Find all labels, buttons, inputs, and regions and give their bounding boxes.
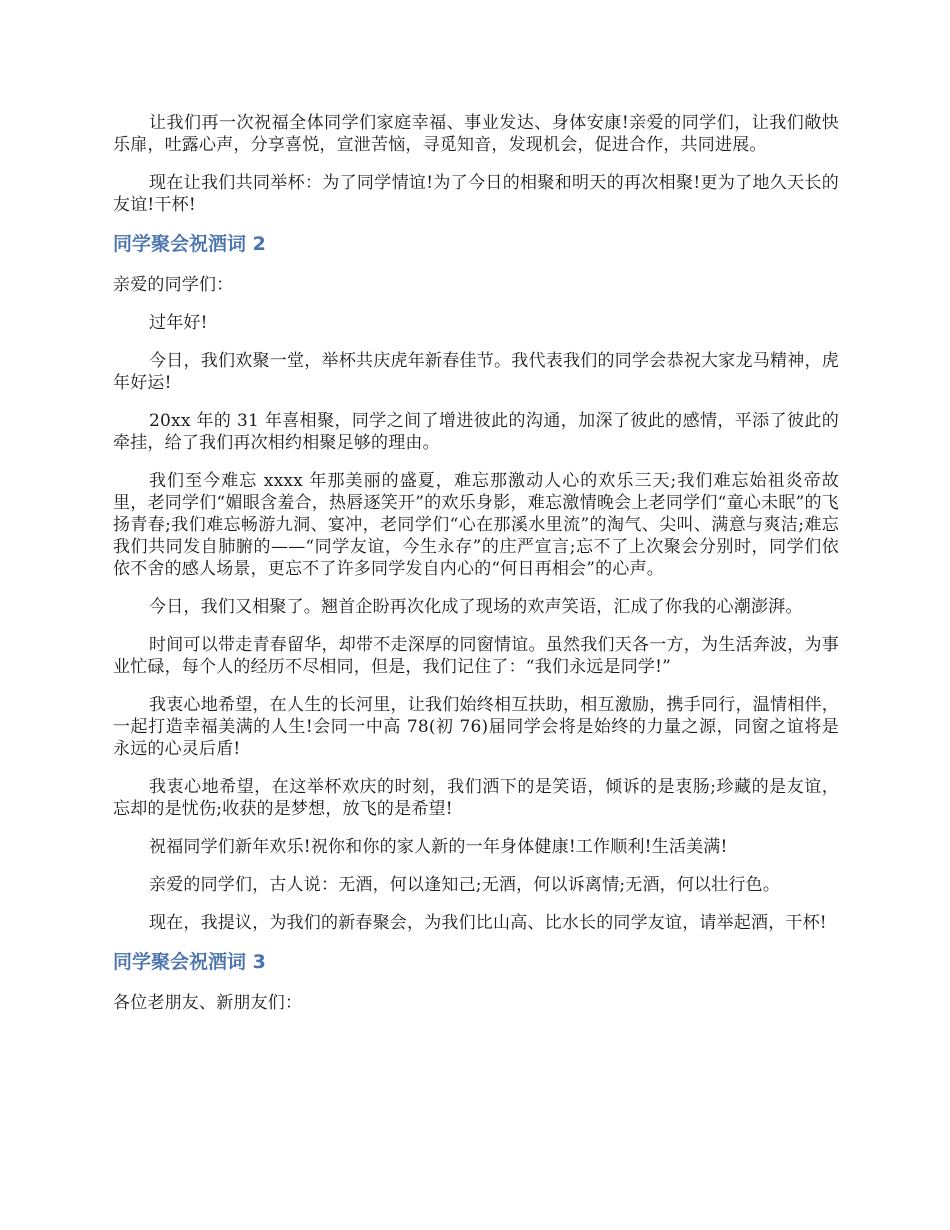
paragraph: 20xx 年的 31 年喜相聚，同学之间了增进彼此的沟通，加深了彼此的感情，平添了彼此的牵挂，给了我们再次相约相聚足够的理由。 [113,411,839,453]
paragraph: 时间可以带走青春留华，却带不走深厚的同窗情谊。虽然我们天各一方，为生活奔波，为事业忙碌，每个人的经历不尽相同，但是，我们记住了：“我们永远是同学!” [113,635,839,677]
paragraph: 我衷心地希望，在这举杯欢庆的时刻，我们洒下的是笑语，倾诉的是衷肠;珍藏的是友谊，忘却的是忧伤;收获的是梦想，放飞的是希望! [113,777,839,819]
paragraph: 现在，我提议，为我们的新春聚会，为我们比山高、比水长的同学友谊，请举起酒，干杯! [149,913,827,933]
paragraph: 我衷心地希望，在人生的长河里，让我们始终相互扶助，相互激励，携手同行，温情相伴，一起打造幸福美满的人生!会同一中高 78(初 76)届同学会将是始终的力量之源，同窗之谊将是永远的心灵后盾! [113,695,839,759]
section-heading: 同学聚会祝酒词 3 [113,951,266,973]
salutation: 各位老朋友、新朋友们： [113,993,303,1013]
document-page [113,112,839,1030]
paragraph: 亲爱的同学们，古人说：无酒，何以逢知己;无酒，何以诉离情;无酒，何以壮行色。 [149,875,781,895]
paragraph: 现在让我们共同举杯：为了同学情谊!为了今日的相聚和明天的再次相聚!更为了地久天长的友谊!干杯! [113,173,839,215]
paragraph: 今日，我们欢聚一堂，举杯共庆虎年新春佳节。我代表我们的同学会恭祝大家龙马精神，虎年好运! [113,351,839,393]
paragraph: 让我们再一次祝福全体同学们家庭幸福、事业发达、身体安康!亲爱的同学们，让我们敞快乐扉，吐露心声，分享喜悦，宣泄苦恼，寻觅知音，发现机会，促进合作，共同进展。 [113,113,839,155]
paragraph: 过年好! [149,313,208,333]
paragraph: 我们至今难忘 xxxx 年那美丽的盛夏，难忘那激动人心的欢乐三天;我们难忘始祖炎帝故里，老同学们“媚眼含羞合，热唇逐笑开”的欢乐身影，难忘激情晚会上老同学们“童心未眠”的飞扬青春;我们难忘畅游九洞、宴冲，老同学们“心在那溪水里流”的淘气、尖叫、满意与爽洁;难忘我们共同发自肺腑的——“同学友谊，今生永存”的庄严宣言;忘不了上次聚会分别时，同学们依依不舍的感人场景，更忘不了许多同学发自内心的“何日再相会”的心声。 [113,471,839,579]
section-heading: 同学聚会祝酒词 2 [113,233,266,255]
paragraph: 今日，我们又相聚了。翘首企盼再次化成了现场的欢声笑语，汇成了你我的心潮澎湃。 [149,597,803,617]
salutation: 亲爱的同学们： [113,275,234,295]
paragraph: 祝福同学们新年欢乐!祝你和你的家人新的一年身体健康!工作顺利!生活美满! [149,837,728,857]
